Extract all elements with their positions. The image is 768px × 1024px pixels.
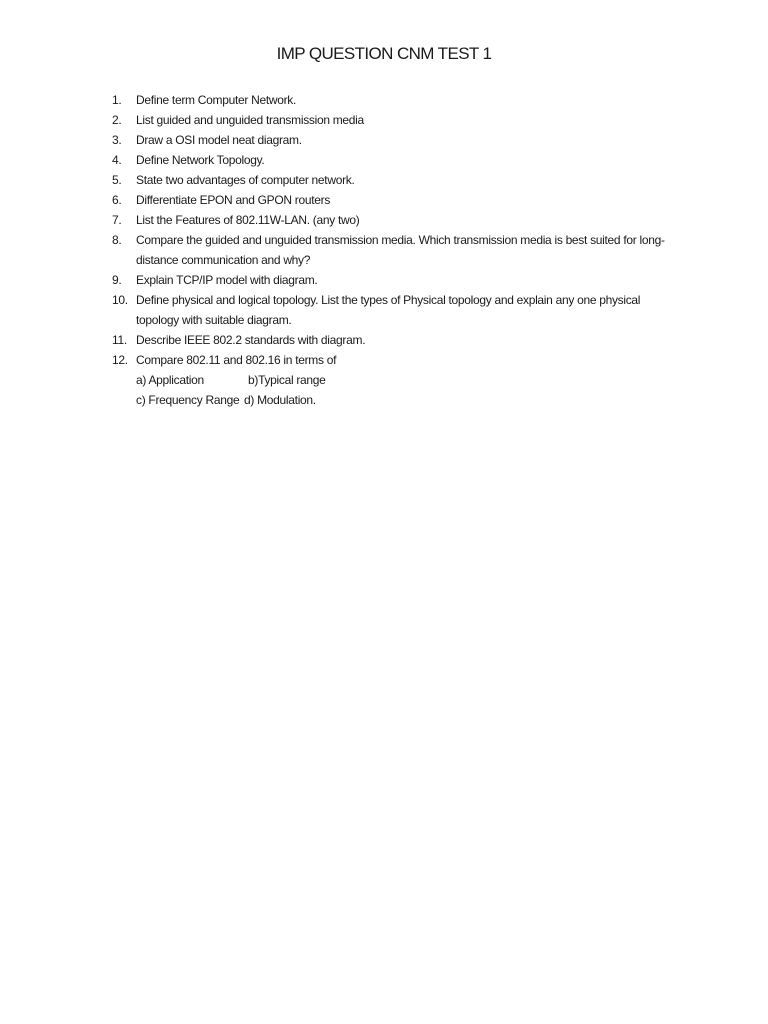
q12-option-b: b)Typical range [248, 373, 326, 387]
question-text: Define physical and logical topology. List the types of Physical topology and explain any one physical topology with suitable diagram. [136, 293, 641, 327]
question-item [108, 150, 668, 170]
question-number: 12. [112, 353, 128, 367]
question-item [108, 190, 668, 210]
question-text: Describe IEEE 802.2 standards with diagram. [136, 333, 366, 347]
question-number: 4. [112, 153, 122, 167]
question-number: 11. [112, 333, 127, 347]
question-text: Explain TCP/IP model with diagram. [136, 273, 318, 287]
question-text: Define term Computer Network. [136, 93, 297, 107]
question-number: 7. [112, 213, 122, 227]
question-item [108, 230, 668, 270]
question-item [108, 170, 668, 190]
question-text: Differentiate EPON and GPON routers [136, 193, 331, 207]
question-text: Draw a OSI model neat diagram. [136, 133, 302, 147]
page-title: IMP QUESTION CNM TEST 1 [276, 44, 492, 63]
question-number: 3. [112, 133, 122, 147]
question-item [108, 290, 668, 330]
question-list [108, 90, 668, 410]
question-number: 1. [112, 93, 122, 107]
question-number: 8. [112, 233, 122, 247]
question-number: 10. [112, 293, 128, 307]
question-text: Compare 802.11 and 802.16 in terms of [136, 353, 337, 367]
q12-option-c: c) Frequency Range [136, 393, 240, 407]
q12-options-row-1 [136, 370, 668, 390]
q12-option-d: d) Modulation. [244, 393, 316, 407]
question-text: State two advantages of computer network. [136, 173, 355, 187]
question-number: 9. [112, 273, 122, 287]
question-number: 2. [112, 113, 122, 127]
question-text: Define Network Topology. [136, 153, 265, 167]
question-text: List the Features of 802.11W-LAN. (any two) [136, 213, 360, 227]
question-item [108, 130, 668, 150]
q12-option-a: a) Application [136, 373, 204, 387]
question-item [108, 270, 668, 290]
question-text: Compare the guided and unguided transmission media. Which transmission media is best suited for long-distance communication and why? [136, 233, 665, 267]
question-number: 5. [112, 173, 122, 187]
question-item [108, 350, 668, 410]
question-item [108, 330, 668, 350]
question-item [108, 90, 668, 110]
question-text: List guided and unguided transmission media [136, 113, 364, 127]
q12-options-row-2 [136, 390, 668, 410]
question-item [108, 110, 668, 130]
question-item [108, 210, 668, 230]
question-number: 6. [112, 193, 122, 207]
